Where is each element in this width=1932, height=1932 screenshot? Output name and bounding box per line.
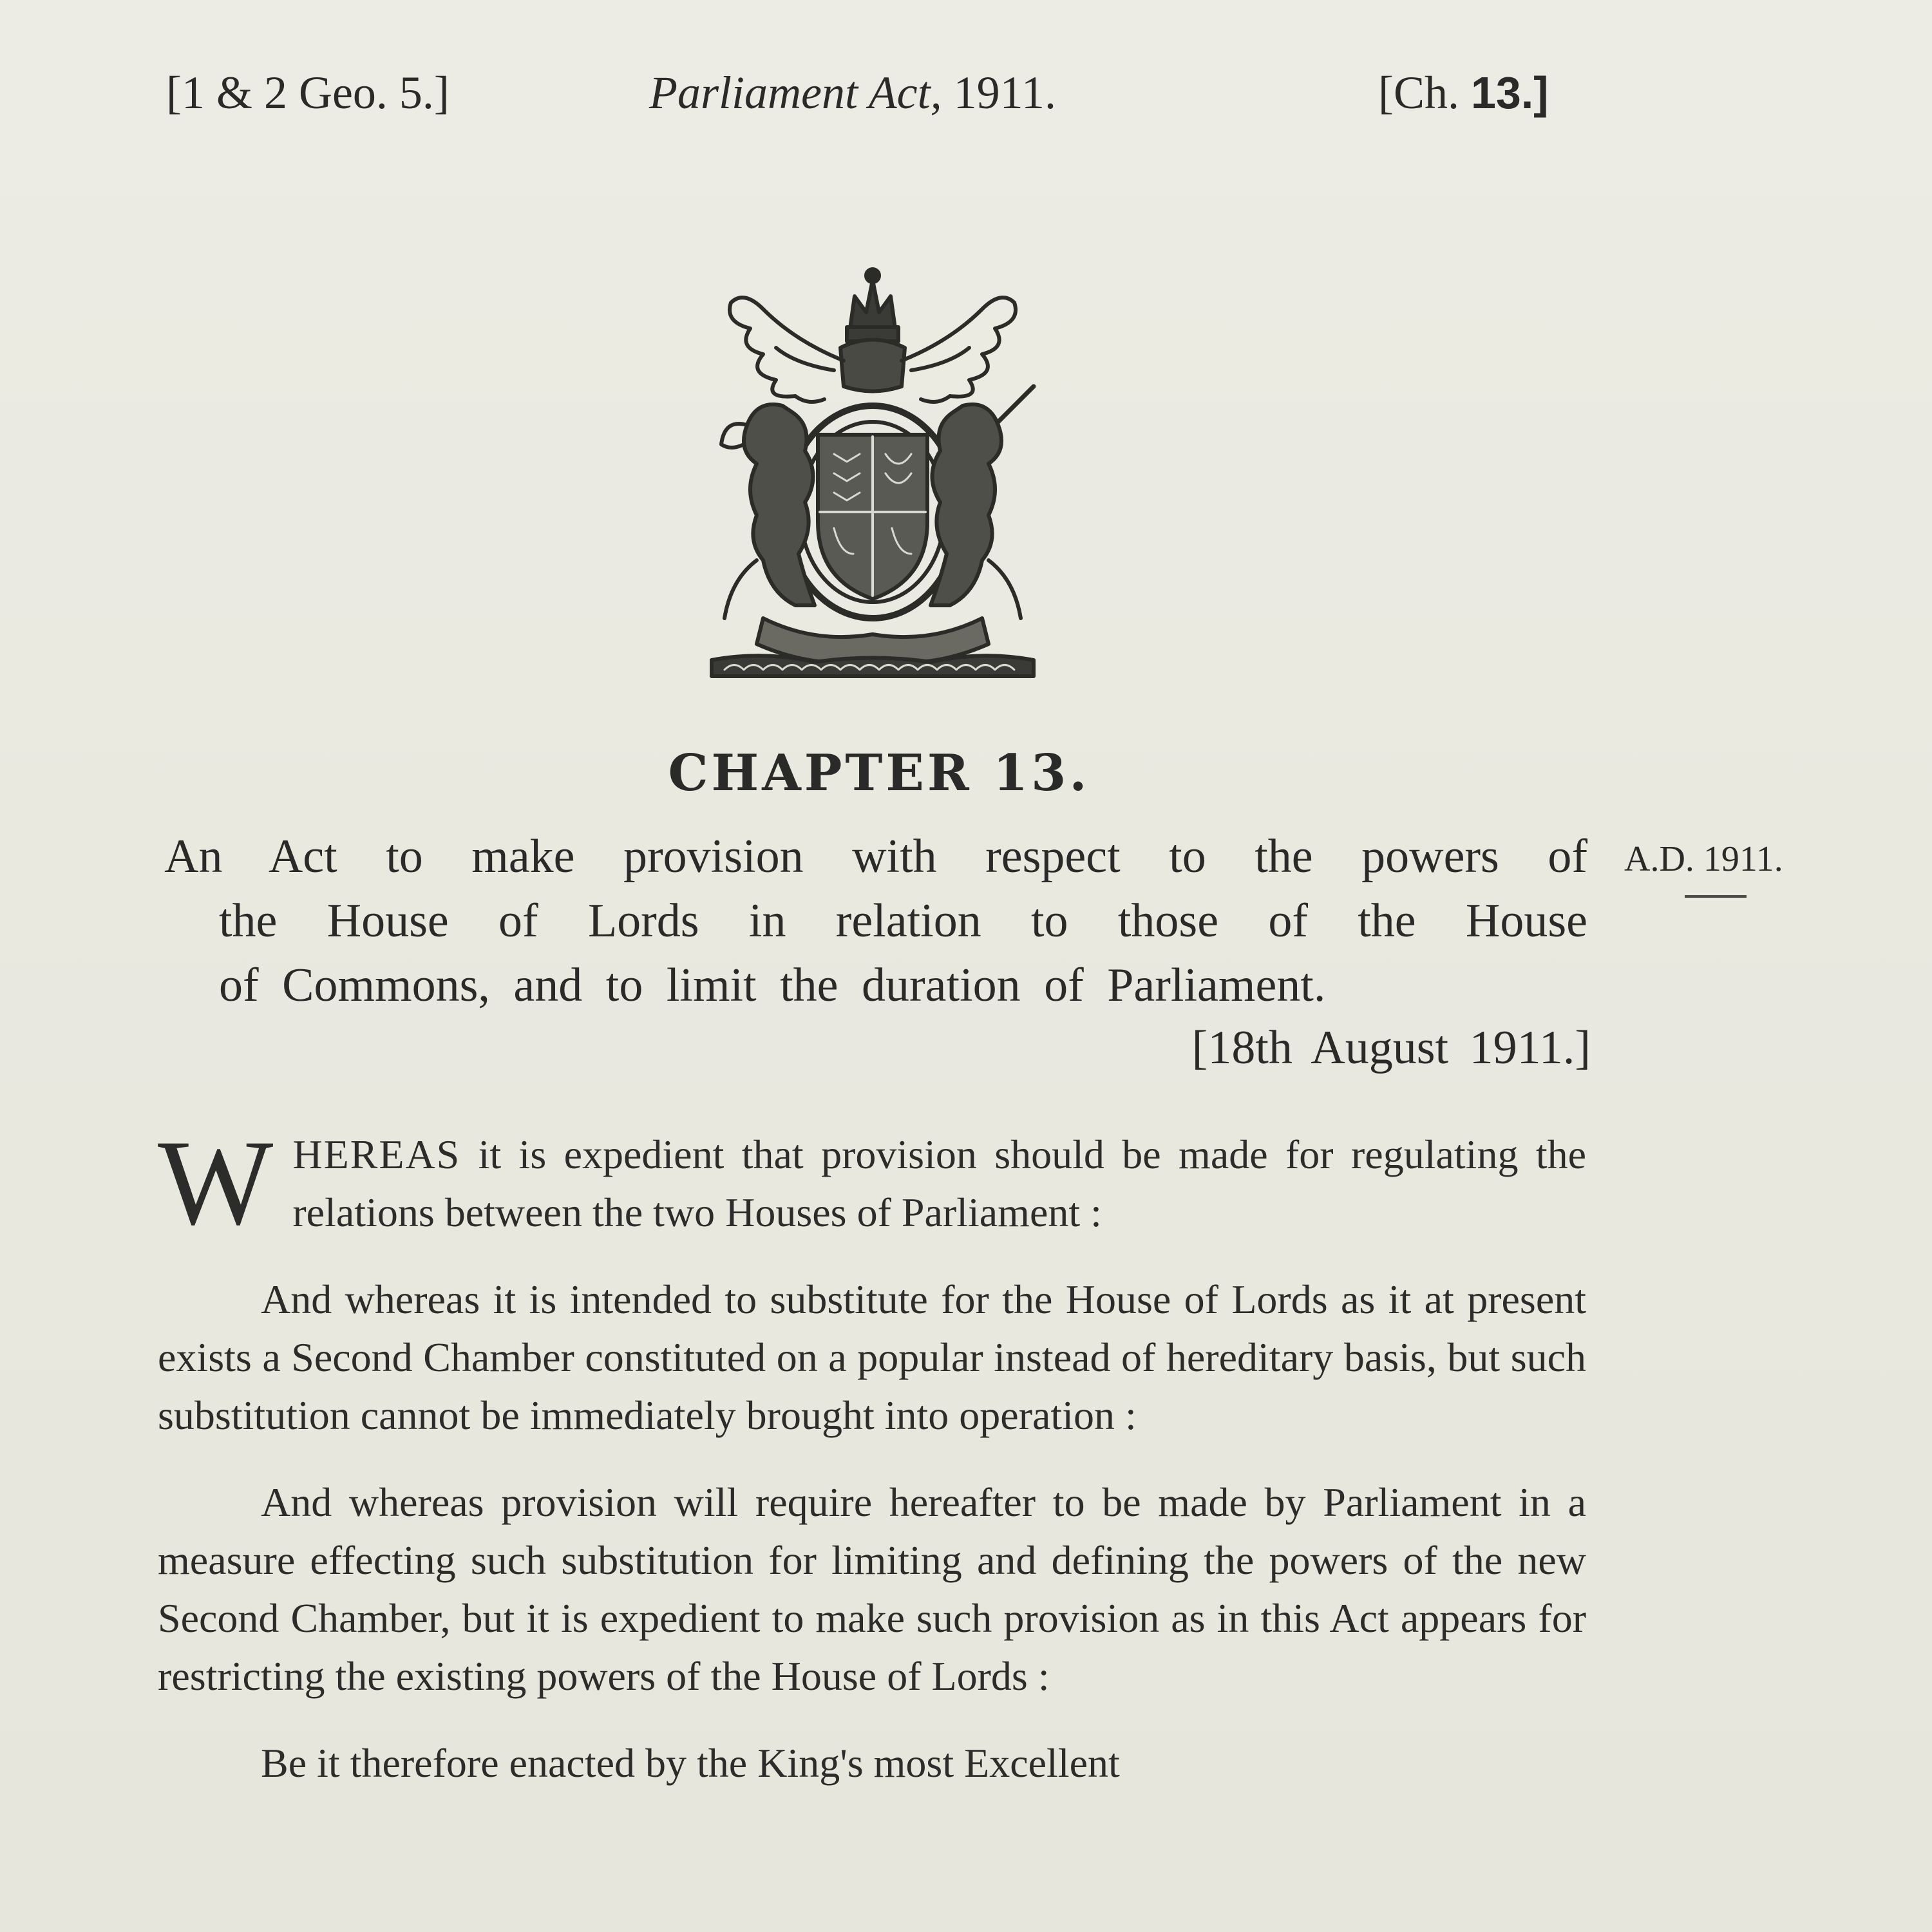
drop-cap: W bbox=[158, 1115, 274, 1251]
chapter-number: 13.] bbox=[1471, 68, 1549, 118]
act-name: Parliament Act, bbox=[649, 67, 942, 118]
preamble-paragraph: And whereas provision will require hereafter to be made by Parliament in a measure effecting such substitution for limiting and defining the powers of the new Second Chamber, but it is expedient to make such provision as in this Act appears for restricting the existing powers of the House of Lords : bbox=[158, 1479, 1586, 1699]
margin-rule bbox=[1685, 895, 1747, 898]
running-header-title bbox=[649, 67, 1056, 118]
royal-coat-of-arms-icon bbox=[686, 258, 1059, 683]
running-header-left: [1 & 2 Geo. 5.] bbox=[166, 67, 450, 118]
act-year: 1911. bbox=[953, 67, 1056, 118]
long-title-line: the House of Lords in relation to those of the House bbox=[219, 895, 1587, 947]
margin-note-year: A.D. 1911. bbox=[1624, 839, 1783, 879]
chapter-prefix: [Ch. bbox=[1378, 67, 1459, 118]
long-title-line: of Commons, and to limit the duration of Parliament. bbox=[219, 959, 1326, 1012]
enacting-clause: Be it therefore enacted by the King's most Excellent bbox=[261, 1740, 1120, 1786]
long-title bbox=[164, 824, 1587, 1018]
assent-date: [18th August 1911.] bbox=[1191, 1021, 1591, 1074]
preamble-paragraph bbox=[158, 1115, 1586, 1251]
preamble bbox=[158, 1115, 1586, 1792]
preamble-paragraph: And whereas it is intended to substitute for the House of Lords as it at present exists a Second Chamber constituted on a popular instead of hereditary basis, but such substitution cannot be immediately brought into operation : bbox=[158, 1276, 1586, 1438]
running-header-chapter bbox=[1378, 67, 1549, 118]
long-title-line: An Act to make provision with respect to the powers of bbox=[164, 830, 1587, 883]
first-word: HEREAS bbox=[292, 1132, 461, 1177]
chapter-heading: CHAPTER 13. bbox=[668, 744, 1090, 802]
paragraph-text: it is expedient that provision should be made for regulating the relations between the two Houses of Parliament : bbox=[292, 1132, 1586, 1235]
